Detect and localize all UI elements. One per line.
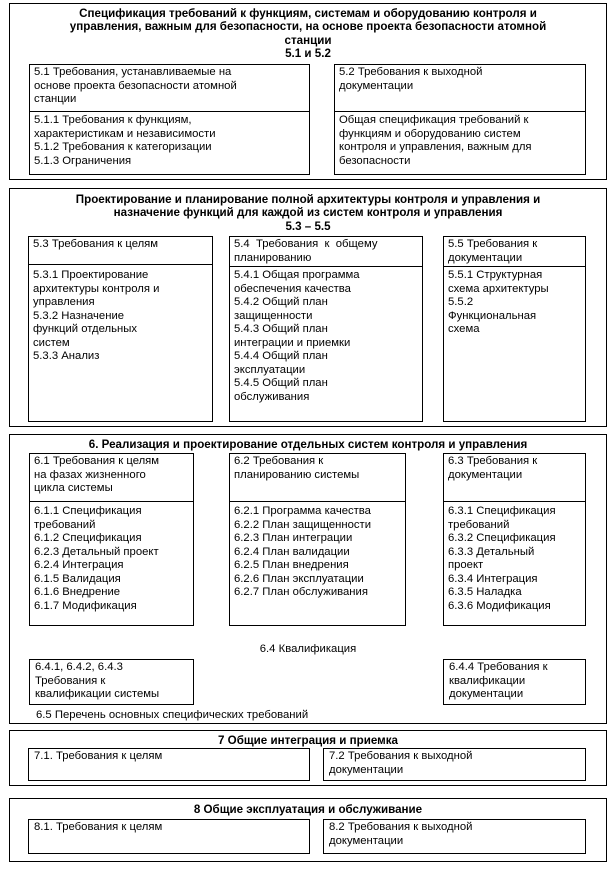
qualification-title-text: 6.4 Квалификация [259,643,357,655]
box-header [230,237,422,267]
header-line: 5.1 Требования, устанавливаемые на [34,66,232,78]
section-6 [9,434,607,724]
list-6-5 [36,709,308,723]
item-line: 5.1.3 Ограничения [34,154,132,167]
item-line: 6.1.2 Спецификация [34,532,142,544]
item-line: требований [448,518,510,531]
header-line: 6.2 Требования к [234,455,324,467]
item-line: 6.2.3 Детальный проект [34,545,159,558]
box-header [335,65,585,112]
header-line: 5.2 Требования к выходной [339,66,483,78]
box-8-2 [323,819,586,854]
title-line: 6. Реализация и проектирование отдельных систем контроля и управления [88,438,528,451]
item-line: квалификации [449,674,526,687]
item-line: обеспечения качества [234,282,351,295]
item-line: характеристикам и независимости [34,127,216,140]
item-line: 6.3.4 Интеграция [448,572,538,585]
title-line: 7 Общие интеграция и приемка [218,734,398,747]
qualification-title [10,643,606,657]
item-line: 5.5.1 Структурная [448,269,543,281]
box-header [29,237,212,265]
header-line: на фазах жизненного [34,468,146,481]
item-line: 6.2.4 Интеграция [34,559,124,571]
item-line: 8.2 Требования к выходной [329,821,473,833]
header-line: 5.5 Требования к [448,238,538,250]
box-body [29,268,212,421]
header-line: документации [448,468,523,481]
section-title [10,438,606,451]
box-body [444,504,585,625]
section-title [10,193,606,233]
title-line: Спецификация требований к функциям, системам и оборудованию контроля и [79,7,537,20]
title-line: Проектирование и планирование полной архитектуры контроля и управления и [75,193,541,206]
section-title [10,7,606,61]
box-5-4 [229,236,423,422]
header-line: 6.3 Требования к [448,455,538,467]
item-line: 6.2.6 План эксплуатации [234,572,364,585]
item-line: 6.4.1, 6.4.2, 6.4.3 [35,661,123,673]
box-body [335,113,585,174]
title-line: назначение функций для каждой из систем контроля и управления [113,206,503,220]
item-line: схема [448,323,480,335]
box-header [30,65,309,112]
item-line: 6.1.1 Спецификация [34,505,142,517]
item-line: Требования к [35,674,106,687]
item-line: 5.3.3 Анализ [33,350,100,362]
box-5-5 [443,236,586,422]
section-ref: 5.3 – 5.5 [285,219,331,233]
box-5-3 [28,236,213,422]
item-line: Функциональная [448,309,537,322]
box-7-2 [323,748,586,781]
box-8-1 [28,819,310,854]
item-line: контроля и управления, важным для [339,141,532,153]
item-line: 6.1.5 Валидация [34,572,121,585]
section-7 [9,730,607,786]
item-line: 5.4.1 Общая программа [234,269,360,281]
item-line: 6.3.6 Модификация [448,599,551,612]
header-line: цикла системы [34,482,113,494]
item-line: 6.2.1 Программа качества [234,505,371,517]
item-line: 6.2.7 План обслуживания [234,586,368,598]
header-line: 5.4 Требования к общему [234,238,378,250]
item-line: схема архитектуры [448,282,549,295]
item-line: систем [33,336,70,349]
header-line: планированию системы [234,468,360,481]
header-line: 5.3 Требования к целям [33,238,159,250]
item-line: 6.3.2 Спецификация [448,532,556,544]
item-line: 8.1. Требования к целям [34,821,163,833]
item-line: 6.3.1 Спецификация [448,505,556,517]
title-line: станции [284,33,332,47]
item-line: 6.2.2 План защищенности [234,518,372,531]
item-line: 6.1.7 Модификация [34,599,137,612]
item-line: эксплуатации [234,363,306,376]
item-line: безопасности [339,154,411,167]
title-line: управления, важным для безопасности, на основе проекта безопасности атомной [69,20,547,34]
box-header [444,454,585,502]
list-line: 6.5 Перечень основных специфических требований [36,709,309,721]
item-line: документации [329,834,404,847]
item-line: требований [34,518,96,531]
item-line: 5.4.2 Общий план [234,296,328,308]
item-line: 6.3.5 Наладка [448,586,522,598]
item-line: квалификации системы [35,688,160,700]
box-header [30,454,193,502]
box-7-1 [28,748,310,781]
item-line: управления [33,296,95,308]
box-6-4-4 [443,659,586,705]
item-line: 5.1.2 Требования к категоризации [34,141,212,153]
item-line: 5.4.3 Общий план [234,323,328,335]
box-body [230,504,405,625]
header-line: основе проекта безопасности атомной [34,79,237,92]
box-5-1 [29,64,310,175]
item-line: 5.3.1 Проектирование [33,269,149,281]
box-body [444,268,585,421]
item-line: 7.2 Требования к выходной [329,750,473,762]
box-5-2 [334,64,586,175]
item-line: защищенности [234,309,313,322]
box-body [30,113,309,174]
title-line: 8 Общие эксплуатация и обслуживание [193,803,423,816]
box-header [444,237,585,267]
header-line: станции [34,93,77,105]
item-line: 5.4.5 Общий план [234,377,328,389]
item-line: 5.3.2 Назначение [33,309,125,322]
section-title [10,803,606,816]
item-line: архитектуры контроля и [33,282,160,295]
header-line: планированию [234,251,312,264]
item-line: 6.1.6 Внедрение [34,586,121,598]
item-line: 6.2.4 План валидации [234,545,350,558]
section-ref: 5.1 и 5.2 [285,47,331,61]
item-line: интеграции и приемки [234,336,351,349]
item-line: 6.2.3 План интеграции [234,532,353,544]
item-line: 5.5.2 [448,296,474,308]
box-body [230,268,422,421]
item-line: 5.4.4 Общий план [234,350,328,362]
item-line: документации [329,763,404,776]
box-6-1 [29,453,194,626]
box-6-4-1 [29,659,194,705]
box-header [230,454,405,502]
header-line: 6.1 Требования к целям [34,455,160,467]
section-5-1-5-2 [9,3,607,180]
item-line: 6.4.4 Требования к [449,661,548,673]
section-8 [9,798,607,862]
box-6-2 [229,453,406,626]
header-line: документации [339,79,414,92]
section-title [10,734,606,747]
section-5-3-5-5 [9,188,607,427]
header-line: документации [448,251,523,264]
item-line: 7.1. Требования к целям [34,750,163,762]
item-line: обслуживания [234,390,310,403]
item-line: 6.3.3 Детальный [448,545,535,558]
item-line: 6.2.5 План внедрения [234,559,349,571]
box-6-3 [443,453,586,626]
item-line: 5.1.1 Требования к функциям, [34,114,192,126]
item-line: функций отдельных [33,323,138,335]
box-body [30,504,193,625]
item-line: проект [448,559,484,571]
item-line: Общая спецификация требований к [339,114,529,126]
item-line: функциям и оборудованию систем [339,127,521,140]
item-line: документации [449,688,524,700]
